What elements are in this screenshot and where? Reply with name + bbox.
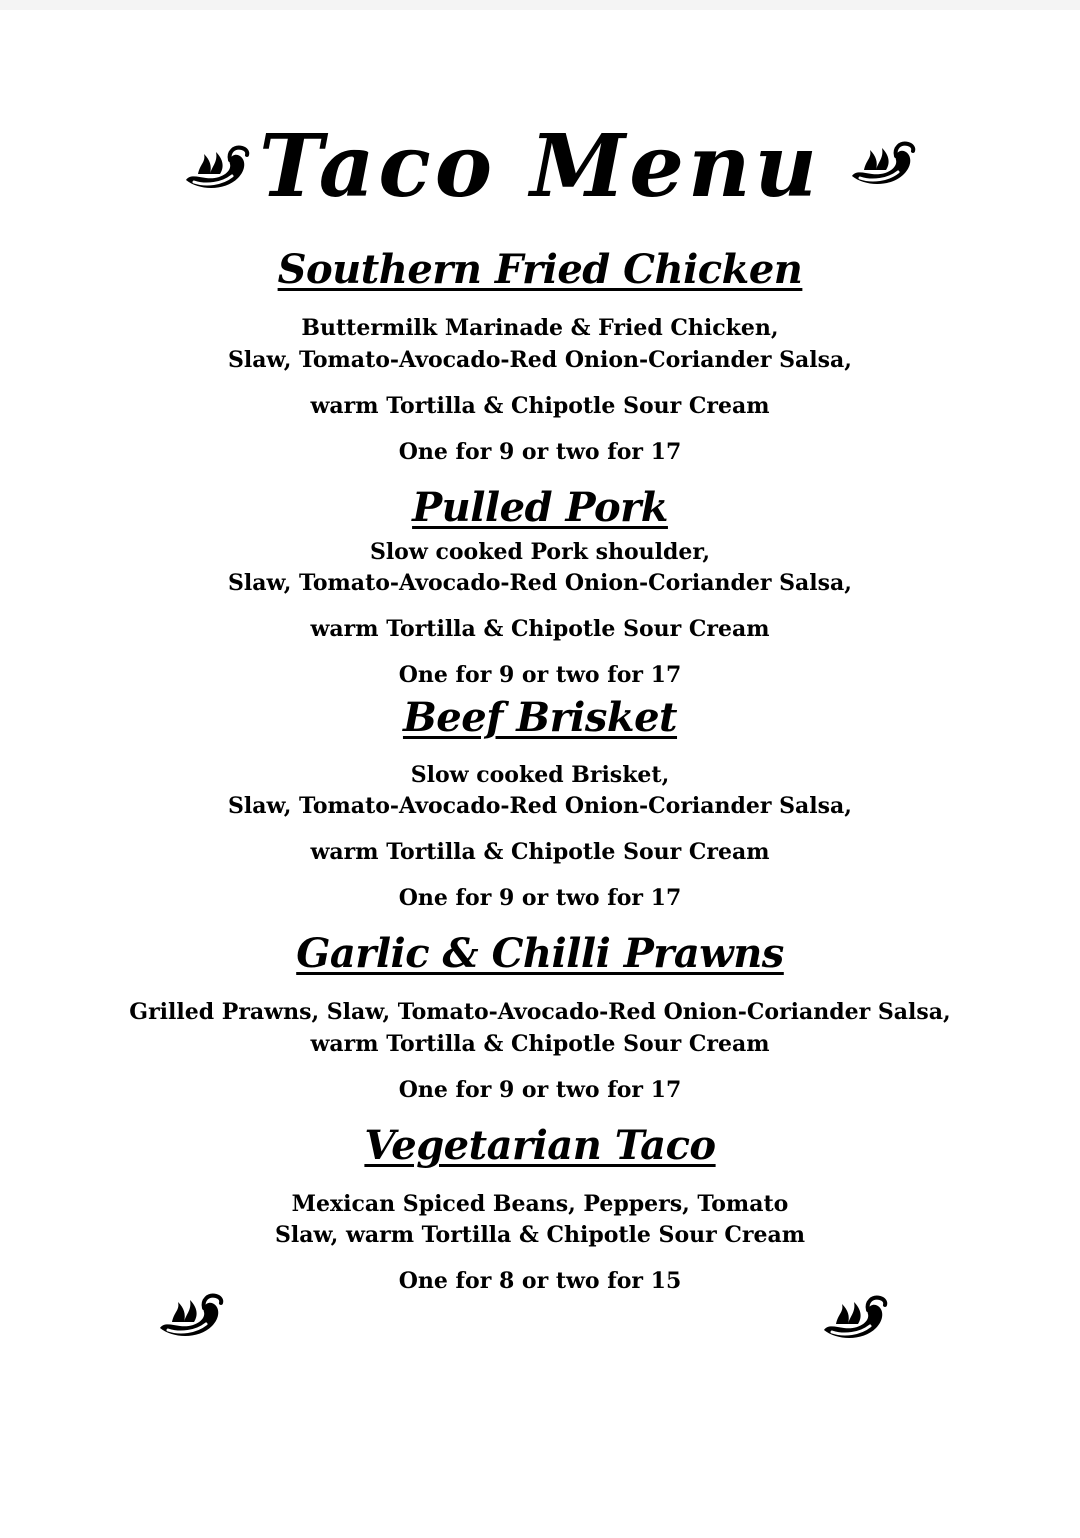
item-price: One for 9 or two for 17 — [398, 885, 682, 911]
chilli-pepper-icon — [818, 1290, 890, 1348]
item-heading-garlic-chilli-prawns — [0, 930, 1080, 978]
item-name: Garlic & Chilli Prawns — [296, 930, 784, 977]
item-name: Pulled Pork — [412, 484, 668, 531]
item-description-line: Slaw, Tomato-Avocado-Red Onion-Coriander Salsa, — [228, 793, 852, 819]
item-description-line: Slow cooked Pork shoulder, — [369, 539, 711, 565]
item-description-line: warm Tortilla & Chipotle Sour Cream — [310, 839, 770, 865]
item-name: Southern Fried Chicken — [277, 246, 803, 293]
item-price: One for 8 or two for 15 — [398, 1268, 682, 1294]
item-heading-vegetarian-taco — [0, 1122, 1080, 1170]
item-description-line: Slow cooked Brisket, — [410, 762, 670, 788]
item-heading-pulled-pork — [0, 484, 1080, 532]
item-heading-southern-fried-chicken — [0, 246, 1080, 294]
item-description-line: Slaw, Tomato-Avocado-Red Onion-Coriander Salsa, — [228, 347, 852, 373]
menu-title: Taco Menu — [258, 116, 822, 217]
item-description-line: Slaw, warm Tortilla & Chipotle Sour Cream — [275, 1222, 805, 1248]
item-description-line: Slaw, Tomato-Avocado-Red Onion-Coriander Salsa, — [228, 570, 852, 596]
item-heading-beef-brisket — [0, 694, 1080, 742]
item-description-line: warm Tortilla & Chipotle Sour Cream — [310, 393, 770, 419]
item-description-line: warm Tortilla & Chipotle Sour Cream — [310, 1031, 770, 1057]
item-name: Beef Brisket — [402, 694, 678, 741]
item-name: Vegetarian Taco — [364, 1122, 716, 1169]
item-price: One for 9 or two for 17 — [398, 1077, 682, 1103]
item-description-line: Buttermilk Marinade & Fried Chicken, — [301, 315, 779, 341]
item-price: One for 9 or two for 17 — [398, 662, 682, 688]
chilli-pepper-icon — [154, 1288, 226, 1346]
item-description-line: Grilled Prawns, Slaw, Tomato-Avocado-Red Onion-Coriander Salsa, — [129, 999, 951, 1025]
item-description-line: warm Tortilla & Chipotle Sour Cream — [310, 616, 770, 642]
item-description-line: Mexican Spiced Beans, Peppers, Tomato — [291, 1191, 789, 1217]
item-price: One for 9 or two for 17 — [398, 439, 682, 465]
top-edge-strip — [0, 0, 1080, 10]
